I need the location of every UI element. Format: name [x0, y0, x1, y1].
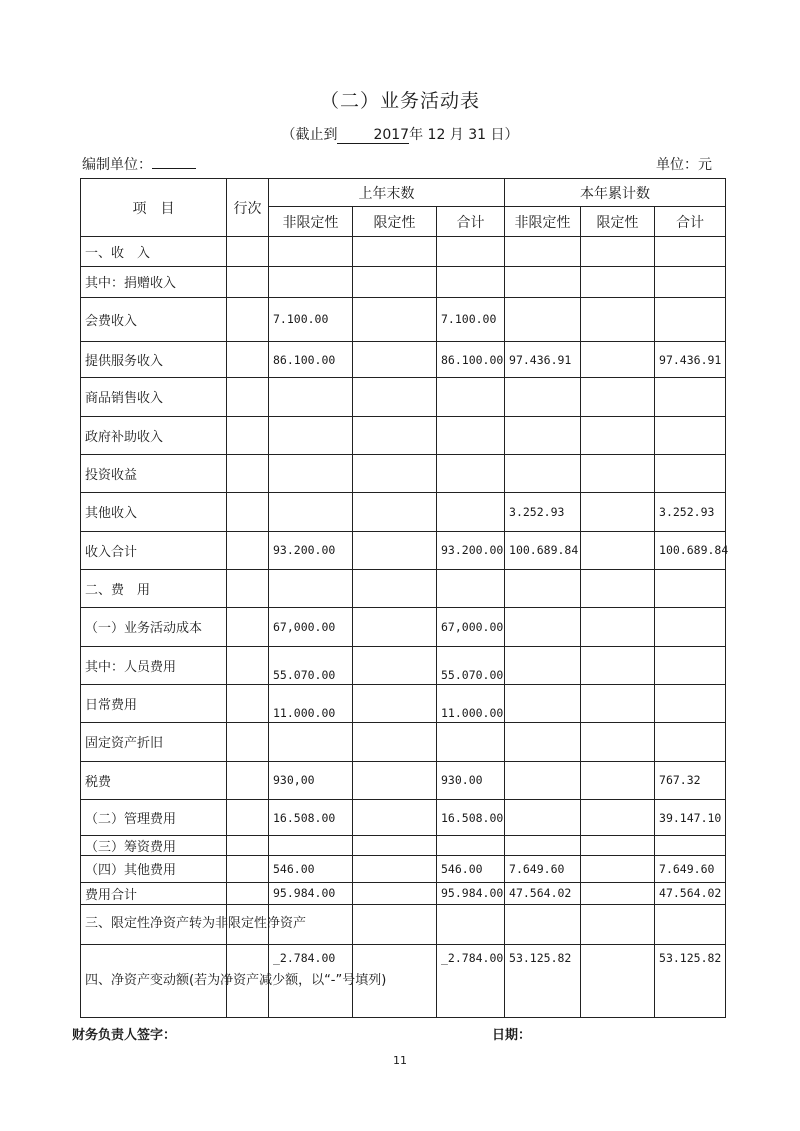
value-cell: 7.100.00	[437, 297, 505, 341]
value-cell	[655, 267, 726, 297]
value-cell: 53.125.82	[655, 945, 726, 1018]
table-row	[81, 267, 726, 297]
value-cell: 93.200.00	[437, 531, 505, 569]
value-cell	[581, 569, 655, 607]
value-cell	[655, 416, 726, 454]
value-cell: 11.000.00	[269, 684, 353, 722]
value-cell: 3.252.93	[655, 493, 726, 531]
value-cell	[269, 569, 353, 607]
value-cell	[581, 684, 655, 722]
header-prev-total: 合计	[437, 207, 505, 237]
row-line-number	[227, 608, 269, 646]
value-cell	[581, 531, 655, 569]
value-cell: 55.070.00	[269, 646, 353, 684]
value-cell	[437, 416, 505, 454]
value-cell	[505, 646, 581, 684]
value-cell	[655, 297, 726, 341]
table-row	[81, 237, 726, 267]
value-cell	[581, 882, 655, 904]
row-line-number	[227, 856, 269, 882]
value-cell	[353, 684, 437, 722]
value-cell	[269, 378, 353, 416]
row-line-number	[227, 836, 269, 856]
value-cell	[269, 454, 353, 492]
value-cell	[269, 836, 353, 856]
row-label: 固定资产折旧	[81, 723, 227, 761]
value-cell: 67,000.00	[437, 608, 505, 646]
value-cell	[505, 416, 581, 454]
value-cell: 55.070.00	[437, 646, 505, 684]
header-line: 行次	[227, 179, 269, 237]
value-cell	[655, 237, 726, 267]
value-cell	[353, 378, 437, 416]
row-line-number	[227, 267, 269, 297]
compiling-unit-label: 编制单位：	[82, 157, 152, 173]
value-cell	[353, 416, 437, 454]
row-line-number	[227, 297, 269, 341]
value-cell	[655, 836, 726, 856]
table-row	[81, 882, 726, 904]
table-row	[81, 684, 726, 722]
value-cell: 930.00	[437, 761, 505, 799]
value-cell: 95.984.00	[437, 882, 505, 904]
row-label: 提供服务收入	[81, 341, 227, 377]
period-prefix: （截止到	[281, 127, 338, 143]
value-cell	[269, 416, 353, 454]
value-cell	[581, 416, 655, 454]
value-cell	[353, 237, 437, 267]
row-label: 三、限定性净资产转为非限定性净资产	[81, 904, 227, 944]
table-row	[81, 761, 726, 799]
value-cell	[581, 297, 655, 341]
value-cell	[655, 684, 726, 722]
value-cell	[353, 799, 437, 835]
date-label: 日期：	[492, 1028, 532, 1043]
row-line-number	[227, 646, 269, 684]
value-cell: _2.784.00	[437, 945, 505, 1018]
row-label: 其他收入	[81, 493, 227, 531]
header-item: 项 目	[81, 179, 227, 237]
report-period	[0, 124, 800, 144]
value-cell	[505, 684, 581, 722]
value-cell	[505, 454, 581, 492]
table-row	[81, 723, 726, 761]
row-label: （四）其他费用	[81, 856, 227, 882]
value-cell: 100.689.84	[655, 531, 726, 569]
value-cell	[581, 723, 655, 761]
value-cell: 7.649.60	[505, 856, 581, 882]
row-line-number	[227, 237, 269, 267]
row-line-number	[227, 416, 269, 454]
table-row	[81, 569, 726, 607]
table-row	[81, 945, 726, 1018]
compiling-unit	[82, 154, 196, 174]
row-label: 其中：人员费用	[81, 646, 227, 684]
value-cell	[581, 608, 655, 646]
row-label: （一）业务活动成本	[81, 608, 227, 646]
table-row	[81, 836, 726, 856]
value-cell	[353, 569, 437, 607]
header-prev-restricted: 限定性	[353, 207, 437, 237]
value-cell: 47.564.02	[655, 882, 726, 904]
value-cell	[655, 904, 726, 944]
value-cell: 100.689.84	[505, 531, 581, 569]
value-cell	[353, 267, 437, 297]
value-cell	[437, 723, 505, 761]
header-curr-year: 本年累计数	[505, 179, 726, 207]
value-cell	[505, 237, 581, 267]
value-cell: 11.000.00	[437, 684, 505, 722]
row-line-number	[227, 882, 269, 904]
value-cell	[437, 378, 505, 416]
row-line-number	[227, 454, 269, 492]
row-line-number	[227, 341, 269, 377]
value-cell	[581, 761, 655, 799]
value-cell: 53.125.82	[505, 945, 581, 1018]
table-row	[81, 799, 726, 835]
value-cell	[581, 945, 655, 1018]
header-curr-restricted: 限定性	[581, 207, 655, 237]
value-cell	[353, 341, 437, 377]
value-cell	[437, 237, 505, 267]
row-line-number	[227, 531, 269, 569]
row-line-number	[227, 799, 269, 835]
value-cell	[581, 341, 655, 377]
value-cell	[581, 856, 655, 882]
value-cell	[581, 267, 655, 297]
value-cell: 7.649.60	[655, 856, 726, 882]
value-cell	[437, 569, 505, 607]
value-cell	[505, 761, 581, 799]
row-label: 费用合计	[81, 882, 227, 904]
value-cell	[353, 646, 437, 684]
row-label: 二、费 用	[81, 569, 227, 607]
value-cell	[505, 297, 581, 341]
value-cell	[269, 237, 353, 267]
value-cell	[505, 378, 581, 416]
value-cell	[505, 608, 581, 646]
value-cell: 93.200.00	[269, 531, 353, 569]
value-cell: 16.508.00	[437, 799, 505, 835]
value-cell: 67,000.00	[269, 608, 353, 646]
value-cell: 86.100.00	[437, 341, 505, 377]
value-cell: 86.100.00	[269, 341, 353, 377]
value-cell	[505, 904, 581, 944]
value-cell: 97.436.91	[655, 341, 726, 377]
value-cell	[437, 454, 505, 492]
table-row	[81, 341, 726, 377]
row-line-number	[227, 684, 269, 722]
value-cell	[269, 493, 353, 531]
value-cell	[269, 723, 353, 761]
value-cell	[437, 267, 505, 297]
row-label: 政府补助收入	[81, 416, 227, 454]
value-cell	[505, 836, 581, 856]
value-cell	[437, 493, 505, 531]
page-title: （二）业务活动表	[319, 90, 480, 112]
table-row	[81, 608, 726, 646]
row-label: 税费	[81, 761, 227, 799]
value-cell	[655, 454, 726, 492]
value-cell	[655, 569, 726, 607]
value-cell	[437, 904, 505, 944]
value-cell	[505, 267, 581, 297]
value-cell	[353, 608, 437, 646]
value-cell: 546.00	[437, 856, 505, 882]
value-cell: 767.32	[655, 761, 726, 799]
value-cell	[269, 267, 353, 297]
row-label: 四、净资产变动额(若为净资产减少额，以“-”号填列)	[81, 945, 227, 1018]
value-cell: 7.100.00	[269, 297, 353, 341]
header-prev-unrestricted: 非限定性	[269, 207, 353, 237]
value-cell	[353, 723, 437, 761]
table-row	[81, 416, 726, 454]
row-line-number	[227, 569, 269, 607]
value-cell	[353, 856, 437, 882]
value-cell: 3.252.93	[505, 493, 581, 531]
value-cell	[353, 882, 437, 904]
value-cell: 47.564.02	[505, 882, 581, 904]
activity-table	[80, 178, 729, 1018]
value-cell	[505, 799, 581, 835]
value-cell	[581, 378, 655, 416]
value-cell	[505, 723, 581, 761]
row-label: 其中：捐赠收入	[81, 267, 227, 297]
value-cell	[353, 454, 437, 492]
value-cell	[581, 646, 655, 684]
row-label: 日常费用	[81, 684, 227, 722]
table-row	[81, 378, 726, 416]
row-label: 会费收入	[81, 297, 227, 341]
value-cell	[353, 297, 437, 341]
value-cell	[581, 799, 655, 835]
row-label: 投资收益	[81, 454, 227, 492]
table-row	[81, 856, 726, 882]
value-cell	[655, 608, 726, 646]
table-row	[81, 646, 726, 684]
value-cell: 95.984.00	[269, 882, 353, 904]
value-cell: 930,00	[269, 761, 353, 799]
row-line-number	[227, 493, 269, 531]
value-cell	[581, 493, 655, 531]
compiling-unit-blank	[152, 154, 196, 169]
value-cell	[353, 531, 437, 569]
value-cell	[655, 723, 726, 761]
signer-label: 财务负责人签字：	[72, 1028, 177, 1043]
row-label: （三）筹资费用	[81, 836, 227, 856]
header-curr-total: 合计	[655, 207, 726, 237]
table-row	[81, 297, 726, 341]
row-line-number	[227, 723, 269, 761]
page-number: 11	[393, 1054, 407, 1067]
value-cell	[437, 836, 505, 856]
value-cell	[353, 836, 437, 856]
value-cell: 16.508.00	[269, 799, 353, 835]
value-cell	[581, 904, 655, 944]
value-cell	[581, 237, 655, 267]
value-cell	[581, 454, 655, 492]
value-cell	[353, 493, 437, 531]
value-cell: 546.00	[269, 856, 353, 882]
row-label: 商品销售收入	[81, 378, 227, 416]
row-label: （二）管理费用	[81, 799, 227, 835]
table-row	[81, 454, 726, 492]
value-cell: 97.436.91	[505, 341, 581, 377]
row-line-number	[227, 761, 269, 799]
value-cell: _2.784.00	[269, 945, 353, 1018]
period-rest: 年 12 月 31 日）	[409, 127, 519, 143]
table-row	[81, 493, 726, 531]
table-row	[81, 904, 726, 944]
row-line-number	[227, 378, 269, 416]
value-cell	[353, 761, 437, 799]
header-prev-year: 上年末数	[269, 179, 505, 207]
value-cell	[353, 904, 437, 944]
value-cell	[581, 836, 655, 856]
row-label: 一、收 入	[81, 237, 227, 267]
value-cell: 39.147.10	[655, 799, 726, 835]
header-curr-unrestricted: 非限定性	[505, 207, 581, 237]
table-body	[81, 237, 729, 1018]
row-label: 收入合计	[81, 531, 227, 569]
table-row	[81, 531, 726, 569]
currency-unit: 单位：元	[656, 157, 712, 173]
value-cell	[505, 569, 581, 607]
value-cell	[655, 646, 726, 684]
value-cell	[655, 378, 726, 416]
period-year: 2017	[337, 128, 409, 144]
